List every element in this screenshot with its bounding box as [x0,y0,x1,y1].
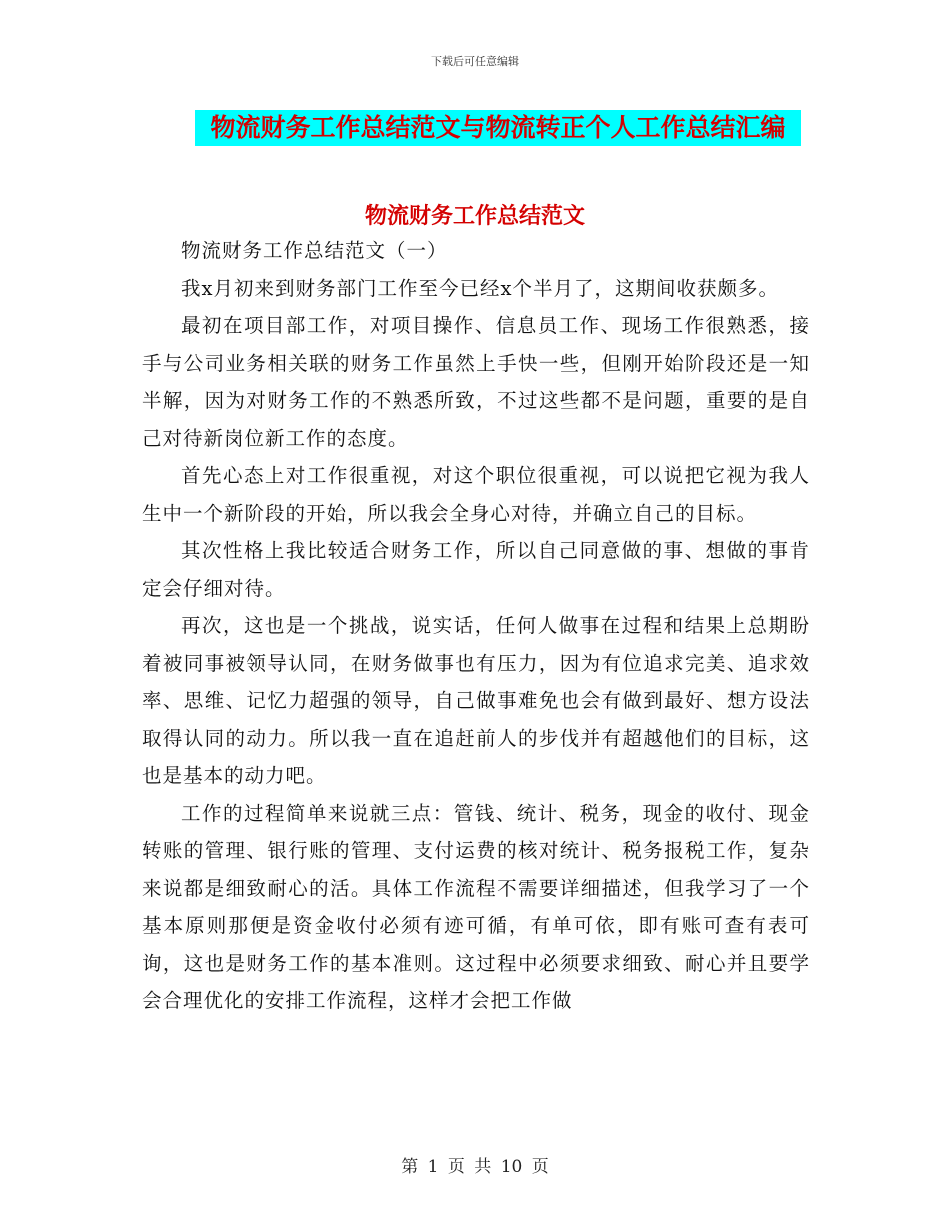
paragraph: 其次性格上我比较适合财务工作，所以自己同意做的事、想做的事肯定会仔细对待。 [142,539,810,600]
header-note: 下载后可任意编辑 [431,55,519,68]
paragraph: 最初在项目部工作，对项目操作、信息员工作、现场工作很熟悉，接手与公司业务相关联的财务工作虽然上手快一些，但刚开始阶段还是一知半解，因为对财务工作的不熟悉所致，不过这些都不是问题，重要的是自己对待新岗位新工作的态度。 [142,314,810,450]
document-title: 物流财务工作总结范文与物流转正个人工作总结汇编 [195,110,801,146]
body-text [142,232,810,1020]
paragraph: 再次，这也是一个挑战，说实话，任何人做事在过程和结果上总期盼着被同事被领导认同，在财务做事也有压力，因为有位追求完美、追求效率、思维、记忆力超强的领导，自己做事难免也会有做到最好、想方设法取得认同的动力。所以我一直在追赶前人的步伐并有超越他们的目标，这也是基本的动力吧。 [142,614,810,787]
paragraph-subtitle: 物流财务工作总结范文（一） [181,239,448,262]
paragraph: 工作的过程简单来说就三点：管钱、统计、税务，现金的收付、现金转账的管理、银行账的管理、支付运费的核对统计、税务报税工作，复杂来说都是细致耐心的活。具体工作流程不需要详细描述，但我学习了一个基本原则那便是资金收付必须有迹可循，有单可依，即有账可查有表可询，这也是财务工作的基本准则。这过程中必须要求细致、耐心并且要学会合理优化的安排工作流程，这样才会把工作做 [142,801,810,1012]
paragraph: 我x月初来到财务部门工作至今已经x个半月了，这期间收获颇多。 [181,276,779,300]
section-title: 物流财务工作总结范文 [364,203,585,229]
page-number-footer: 第 1 页 共 10 页 [401,1157,549,1177]
paragraph: 首先心态上对工作很重视，对这个职位很重视，可以说把它视为我人生中一个新阶段的开始，所以我会全身心对待，并确立自己的目标。 [142,464,810,525]
